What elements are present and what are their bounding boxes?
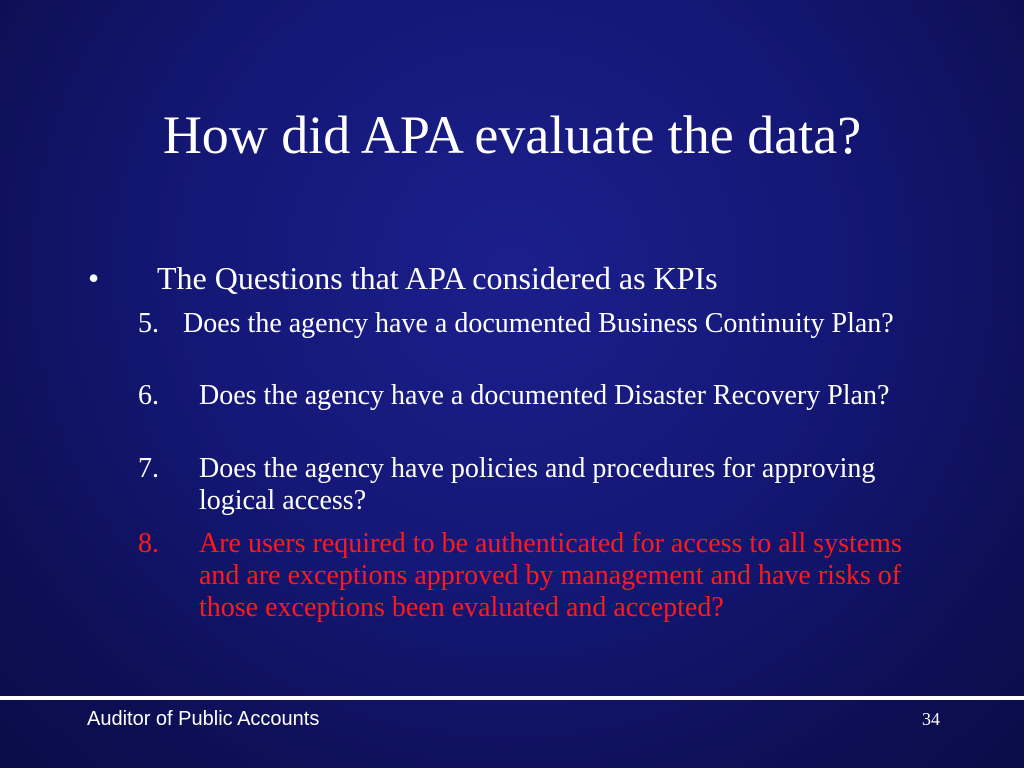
slide-title: How did APA evaluate the data? — [162, 105, 862, 165]
list-item-6 — [138, 380, 938, 412]
item-text: Are users required to be authenticated for access to all systems and are exceptions approved by management and have risks of those exceptions been evaluated and accepted? — [199, 528, 902, 623]
list-item-5 — [138, 308, 938, 340]
bullet-marker: • — [88, 260, 100, 296]
item-text: Does the agency have a documented Business Continuity Plan? — [183, 308, 894, 339]
footer-org-name: Auditor of Public Accounts — [87, 708, 320, 730]
list-item-7 — [138, 453, 938, 517]
slide-number: 34 — [922, 709, 940, 729]
item-number: 6. — [138, 380, 159, 411]
bullet-heading: The Questions that APA considered as KPIs — [157, 260, 718, 296]
item-number: 7. — [138, 453, 159, 484]
item-text: Does the agency have policies and procedures for approving logical access? — [199, 453, 876, 516]
item-number: 5. — [138, 308, 159, 339]
footer-divider — [0, 696, 1024, 700]
item-text: Does the agency have a documented Disaster Recovery Plan? — [199, 380, 890, 411]
item-number: 8. — [138, 528, 159, 559]
list-item-8 — [138, 528, 938, 624]
